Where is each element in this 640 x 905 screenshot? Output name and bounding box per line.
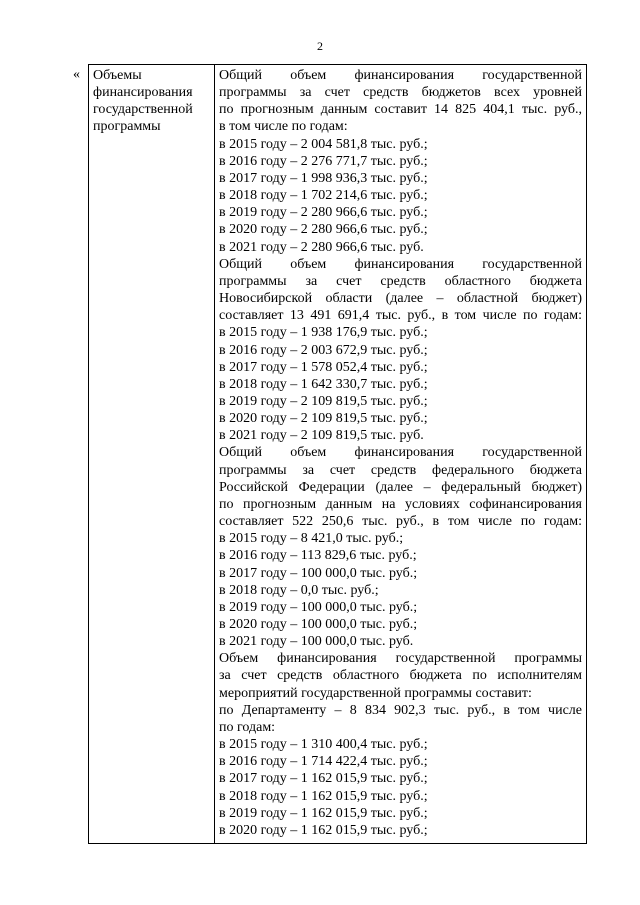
financing-text-line: в 2015 году – 1 310 400,4 тыс. руб.; xyxy=(219,737,428,753)
financing-text-line: по прогнозным данным составит 14 825 404,1 тыс. руб., xyxy=(219,102,582,118)
financing-text-line: в том числе по годам: xyxy=(219,119,348,135)
table-row xyxy=(89,65,587,844)
financing-text-line: в 2015 году – 1 938 176,9 тыс. руб.; xyxy=(219,325,428,341)
financing-text-line: Общий объем финансирования государственной xyxy=(219,256,582,272)
financing-text-line: в 2018 году – 1 162 015,9 тыс. руб.; xyxy=(219,788,428,804)
financing-text-line: в 2021 году – 2 280 966,6 тыс. руб. xyxy=(219,239,424,255)
financing-text-line: в 2020 году – 100 000,0 тыс. руб.; xyxy=(219,617,418,632)
financing-text-line: в 2018 году – 1 702 214,6 тыс. руб.; xyxy=(219,188,428,204)
financing-text-line: в 2017 году – 100 000,0 тыс. руб.; xyxy=(219,565,418,581)
financing-text-line: по прогнозным данным на условиях софинансирования xyxy=(219,496,582,512)
financing-text-line: Объем финансирования государственной программы xyxy=(219,651,582,667)
financing-text-line: в 2016 году – 2 276 771,7 тыс. руб.; xyxy=(219,153,428,169)
row-label-line: программы xyxy=(93,119,161,135)
financing-text-line: составляет 13 491 691,4 тыс. руб., в том числе по годам: xyxy=(219,308,582,324)
financing-text-line: в 2019 году – 100 000,0 тыс. руб.; xyxy=(219,599,418,615)
row-label-line: Объемы xyxy=(93,68,142,83)
financing-text-line: за счет средств областного бюджета по исполнителям xyxy=(219,668,582,684)
financing-text-line: в 2021 году – 2 109 819,5 тыс. руб. xyxy=(219,428,424,444)
opening-quote: « xyxy=(73,67,80,82)
financing-text-line: Российской Федерации (далее – федеральный бюджет) xyxy=(219,479,582,495)
financing-details-cell xyxy=(215,65,587,844)
financing-text-line: в 2017 году – 1 578 052,4 тыс. руб.; xyxy=(219,359,428,375)
financing-text-line: программы за счет средств областного бюджета xyxy=(219,273,582,289)
financing-text-line: в 2020 году – 1 162 015,9 тыс. руб.; xyxy=(219,822,428,838)
financing-text-line: Новосибирской области (далее – областной бюджет) xyxy=(219,291,582,307)
financing-text-line: в 2016 году – 2 003 672,9 тыс. руб.; xyxy=(219,342,428,358)
financing-text-line: в 2015 году – 8 421,0 тыс. руб.; xyxy=(219,531,404,547)
row-label-line: финансирования xyxy=(93,85,193,101)
financing-text-line: в 2016 году – 113 829,6 тыс. руб.; xyxy=(219,548,417,564)
financing-text-line: в 2020 году – 2 109 819,5 тыс. руб.; xyxy=(219,411,428,427)
financing-text-line: в 2017 году – 1 998 936,3 тыс. руб.; xyxy=(219,170,428,186)
row-label-line: государственной xyxy=(93,102,193,118)
financing-text-line: Общий объем финансирования государственной xyxy=(219,68,582,83)
financing-text-line: в 2018 году – 0,0 тыс. руб.; xyxy=(219,582,379,598)
financing-text-line: в 2020 году – 2 280 966,6 тыс. руб.; xyxy=(219,222,428,238)
financing-text-line: мероприятий государственной программы составит: xyxy=(219,685,532,701)
financing-text-line: в 2021 году – 100 000,0 тыс. руб. xyxy=(219,634,414,650)
financing-text-line: в 2016 году – 1 714 422,4 тыс. руб.; xyxy=(219,754,428,770)
financing-text-line: в 2017 году – 1 162 015,9 тыс. руб.; xyxy=(219,771,428,787)
row-label-cell xyxy=(89,65,215,844)
financing-text-line: Общий объем финансирования государственной xyxy=(219,445,582,461)
financing-text-line: по годам: xyxy=(219,719,276,735)
financing-text-line: в 2015 году – 2 004 581,8 тыс. руб.; xyxy=(219,136,428,152)
financing-text-line: в 2018 году – 1 642 330,7 тыс. руб.; xyxy=(219,376,428,392)
page-number: 2 xyxy=(317,39,323,53)
financing-table xyxy=(88,64,587,844)
financing-text-line: по Департаменту – 8 834 902,3 тыс. руб., в том числе xyxy=(219,702,582,718)
financing-text-line: в 2019 году – 2 280 966,6 тыс. руб.; xyxy=(219,205,428,221)
financing-text-line: в 2019 году – 1 162 015,9 тыс. руб.; xyxy=(219,805,428,821)
financing-text-line: программы за счет средств бюджетов всех уровней xyxy=(219,85,582,101)
financing-text-line: в 2019 году – 2 109 819,5 тыс. руб.; xyxy=(219,393,428,409)
financing-text-line: программы за счет средств федерального бюджета xyxy=(219,462,582,478)
financing-text-line: составляет 522 250,6 тыс. руб., в том числе по годам: xyxy=(219,514,582,530)
